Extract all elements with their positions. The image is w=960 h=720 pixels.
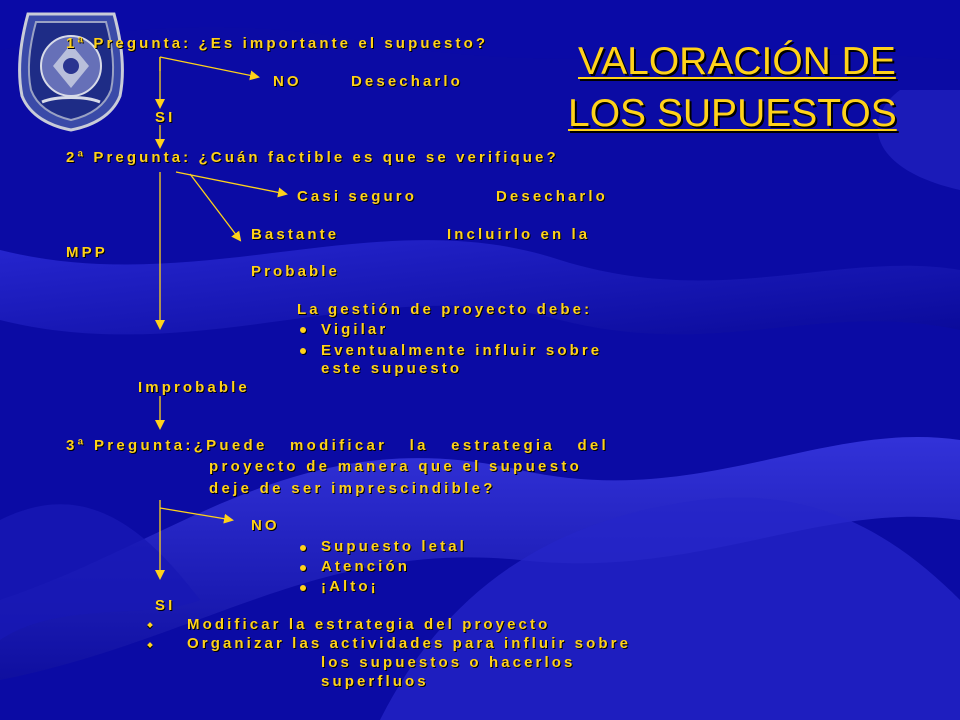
q2-probable-label: Probable (251, 263, 340, 280)
q3-no-label: NO (251, 517, 280, 534)
question-1: 1ª Pregunta: ¿Es importante el supuesto? (66, 35, 489, 52)
question-3-line-3: deje de ser imprescindible? (209, 480, 496, 497)
q3-no-item-3: ¡Alto¡ (321, 578, 379, 595)
q2-gestion-item-2-cont: este supuesto (321, 360, 463, 377)
q2-improbable-label: Improbable (138, 379, 250, 396)
question-3-line-2: proyecto de manera que el supuesto (209, 458, 583, 475)
arrow-q2-casi-seguro (176, 172, 286, 194)
q2-casi-seguro-action: Desecharlo (496, 188, 608, 205)
q3-no-item-1: Supuesto letal (321, 538, 467, 555)
slide-title-line-2: LOS SUPUESTOS (568, 92, 897, 135)
bullet-icon (300, 327, 306, 333)
q3-si-item-2-cont-1: los supuestos o hacerlos (321, 654, 576, 671)
q2-mpp-label: MPP (66, 244, 108, 261)
question-3-line-1: 3ª Pregunta:¿Puede modificar la estrategia del (66, 437, 610, 454)
q2-gestion-item-2: Eventualmente influir sobre (321, 342, 603, 359)
q3-si-item-2: Organizar las actividades para influir sobre (187, 635, 632, 652)
bullet-icon (300, 565, 306, 571)
q3-si-label: SI (155, 597, 176, 614)
question-2: 2ª Pregunta: ¿Cuán factible es que se verifique? (66, 149, 559, 166)
q1-si-label: SI (155, 109, 176, 126)
slide-title-line-1: VALORACIÓN DE (578, 40, 896, 83)
bullet-icon (300, 585, 306, 591)
q3-no-item-2: Atención (321, 558, 410, 575)
q2-gestion-heading: La gestión de proyecto debe: (297, 301, 593, 318)
arrow-q1-no (160, 57, 258, 77)
q3-si-item-1: Modificar la estrategia del proyecto (187, 616, 551, 633)
q2-bastante-action: Incluirlo en la (447, 226, 591, 243)
q1-no-action: Desecharlo (351, 73, 463, 90)
q2-casi-seguro-label: Casi seguro (297, 188, 417, 205)
bullet-icon (300, 545, 306, 551)
q2-gestion-item-1: Vigilar (321, 321, 389, 338)
arrow-q3-no (160, 508, 232, 520)
q1-no-label: NO (273, 73, 302, 90)
q3-si-item-2-cont-2: superfluos (321, 673, 429, 690)
q2-bastante-label: Bastante (251, 226, 340, 243)
bullet-icon (300, 348, 306, 354)
